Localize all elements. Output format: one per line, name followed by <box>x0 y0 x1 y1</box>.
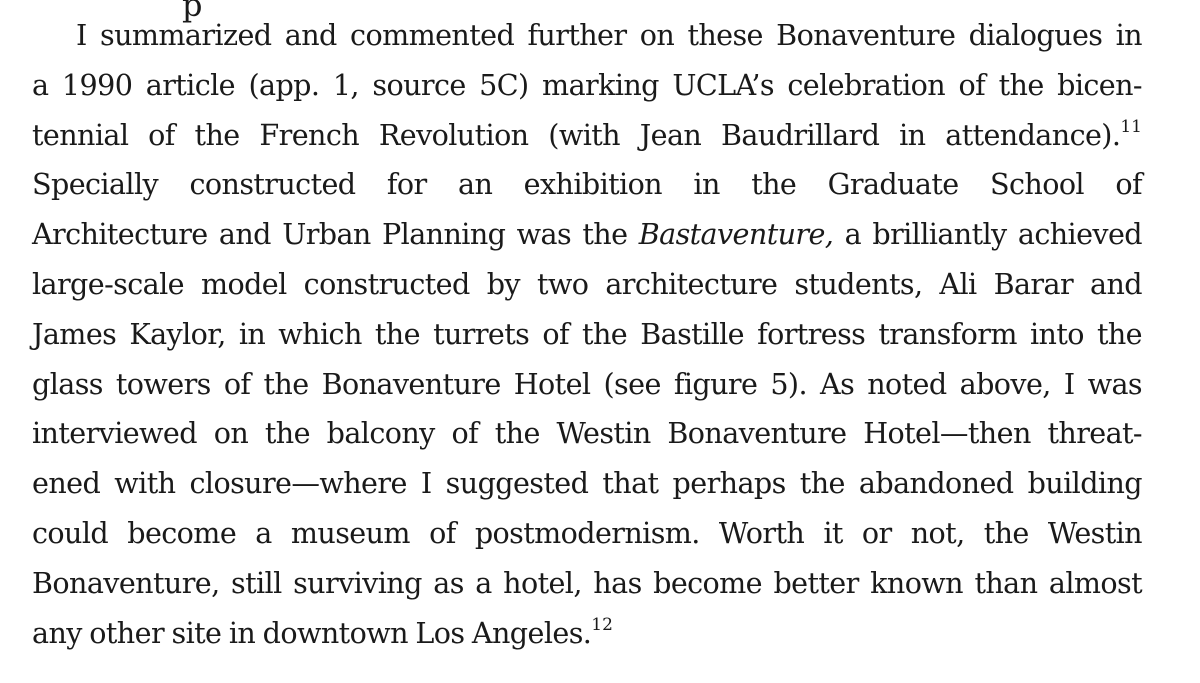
line-text: any other site in downtown Los Angeles. <box>32 615 592 650</box>
line-text: a 1990 article (app. 1, source 5C) marking UCLA’s celebration of the bicen- <box>32 67 1142 102</box>
line-text: Bonaventure, still surviving as a hotel, has become better known than almost <box>32 565 1142 600</box>
italic-title-bastaventure: Bastaventure, <box>638 217 834 252</box>
paragraph-line-9 <box>32 409 1142 459</box>
line-text: large-scale model constructed by two architecture students, Ali Barar and <box>32 266 1142 301</box>
paragraph-line-3 <box>32 111 1142 161</box>
paragraph-line-6 <box>32 260 1142 310</box>
body-paragraph <box>32 11 1142 658</box>
paragraph-line-7 <box>32 310 1142 360</box>
paragraph-line-13 <box>32 609 1142 659</box>
line-text: interviewed on the balcony of the Westin Bonaventure Hotel—then threat- <box>32 416 1142 451</box>
paragraph-line-2 <box>32 61 1142 111</box>
line-text: Specially constructed for an exhibition in the Graduate School of <box>32 167 1142 202</box>
previous-line-glyph: p <box>182 0 203 24</box>
paragraph-line-1 <box>32 11 1142 61</box>
line-text: I summarized and commented further on these Bonaventure dialogues in <box>76 18 1142 52</box>
paragraph-line-5 <box>32 210 1142 260</box>
line-text: tennial of the French Revolution (with Jean Baudrillard in attendance). <box>32 117 1121 152</box>
paragraph-line-11 <box>32 509 1142 559</box>
line-text: James Kaylor, in which the turrets of the Bastille fortress transform into the <box>32 316 1142 351</box>
footnote-marker-11[interactable]: 11 <box>1120 116 1142 137</box>
paragraph-line-10 <box>32 459 1142 509</box>
line-text: ened with closure—where I suggested that perhaps the abandoned building <box>32 466 1142 501</box>
paragraph-line-4 <box>32 160 1142 210</box>
paragraph-line-12 <box>32 559 1142 609</box>
paragraph-line-8 <box>32 360 1142 410</box>
line-text: a brilliantly achieved <box>833 217 1142 252</box>
line-text: could become a museum of postmodernism. Worth it or not, the Westin <box>32 515 1142 550</box>
line-text: glass towers of the Bonaventure Hotel (see figure 5). As noted above, I was <box>32 366 1142 401</box>
line-text: Architecture and Urban Planning was the <box>32 217 639 252</box>
footnote-marker-12[interactable]: 12 <box>591 614 613 635</box>
previous-line-fragment <box>0 0 1200 24</box>
